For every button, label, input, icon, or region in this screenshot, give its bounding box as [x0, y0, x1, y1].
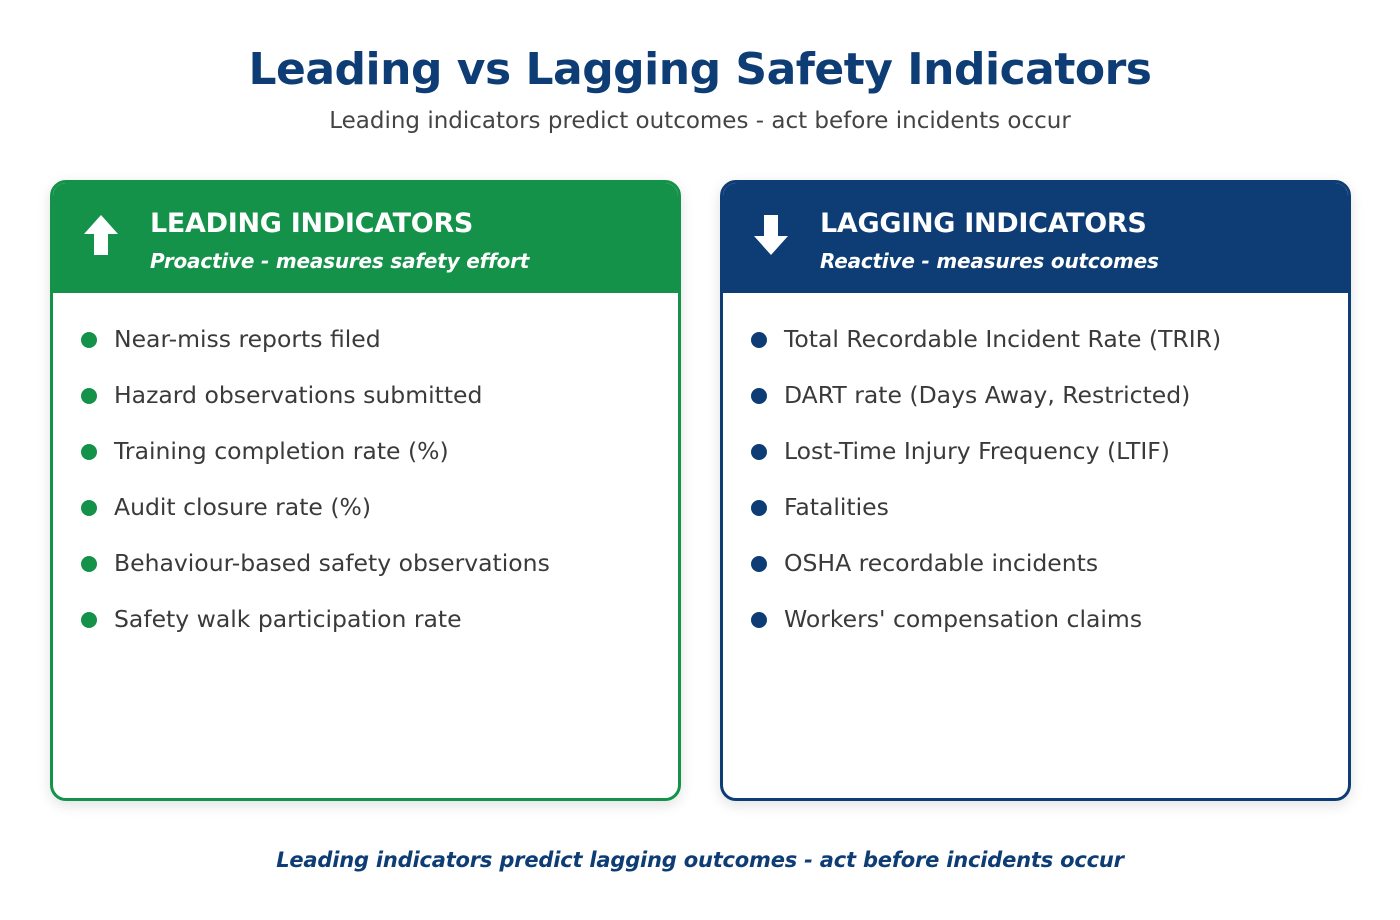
leading-indicator-list	[81, 323, 550, 659]
lagging-card-header	[723, 183, 1348, 293]
list-item-label: Near-miss reports filed	[114, 325, 381, 353]
bullet-dot-icon	[81, 612, 97, 628]
list-item	[81, 603, 550, 659]
bullet-dot-icon	[81, 444, 97, 460]
arrow-down-icon	[751, 213, 791, 257]
list-item	[751, 491, 1221, 547]
list-item-label: Training completion rate (%)	[114, 437, 449, 465]
list-item-label: Hazard observations submitted	[114, 381, 483, 409]
list-item-label: Safety walk participation rate	[114, 605, 462, 633]
lagging-indicator-list	[751, 323, 1221, 659]
bullet-dot-icon	[81, 556, 97, 572]
list-item-label: Audit closure rate (%)	[114, 493, 372, 521]
bullet-dot-icon	[751, 556, 767, 572]
leading-card-header	[53, 183, 678, 293]
list-item	[81, 547, 550, 603]
page-subtitle: Leading indicators predict outcomes - act before incidents occur	[329, 108, 1071, 134]
list-item	[81, 491, 550, 547]
bullet-dot-icon	[751, 388, 767, 404]
list-item	[751, 603, 1221, 659]
list-item	[81, 435, 550, 491]
bullet-dot-icon	[81, 388, 97, 404]
list-item	[81, 323, 550, 379]
list-item	[751, 547, 1221, 603]
list-item	[751, 435, 1221, 491]
lagging-card-title: LAGGING INDICATORS	[820, 208, 1147, 239]
leading-card-subtitle: Proactive - measures safety effort	[150, 249, 530, 273]
list-item-label: Total Recordable Incident Rate (TRIR)	[784, 325, 1222, 353]
leading-indicators-card	[50, 180, 681, 801]
list-item	[751, 323, 1221, 379]
arrow-up-icon	[81, 213, 121, 257]
list-item-label: Behaviour-based safety observations	[114, 549, 550, 577]
list-item-label: Lost-Time Injury Frequency (LTIF)	[784, 437, 1170, 465]
bullet-dot-icon	[751, 444, 767, 460]
lagging-indicators-card	[720, 180, 1351, 801]
footer-note: Leading indicators predict lagging outcomes - act before incidents occur	[276, 848, 1124, 872]
leading-card-title: LEADING INDICATORS	[150, 208, 474, 239]
bullet-dot-icon	[751, 500, 767, 516]
bullet-dot-icon	[751, 332, 767, 348]
list-item	[81, 379, 550, 435]
list-item-label: Workers' compensation claims	[784, 605, 1143, 633]
page-title: Leading vs Lagging Safety Indicators	[248, 44, 1152, 95]
list-item-label: OSHA recordable incidents	[784, 549, 1099, 577]
lagging-card-subtitle: Reactive - measures outcomes	[820, 249, 1159, 273]
list-item-label: DART rate (Days Away, Restricted)	[784, 381, 1191, 409]
list-item	[751, 379, 1221, 435]
bullet-dot-icon	[81, 500, 97, 516]
list-item-label: Fatalities	[784, 493, 889, 521]
bullet-dot-icon	[751, 612, 767, 628]
bullet-dot-icon	[81, 332, 97, 348]
